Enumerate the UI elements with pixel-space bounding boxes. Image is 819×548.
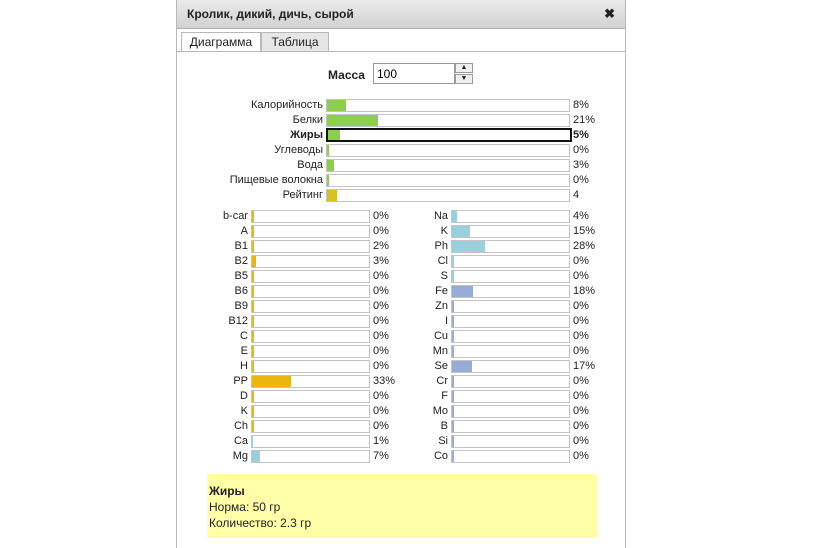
- row-value: 0%: [373, 360, 389, 372]
- row-label: K: [240, 405, 248, 417]
- row-value: 0%: [573, 300, 589, 312]
- row-label: B12: [228, 315, 248, 327]
- row-value: 0%: [373, 225, 389, 237]
- row-bar: [451, 450, 570, 463]
- row-label: Ph: [434, 240, 448, 252]
- row-bar-fill: [452, 391, 454, 402]
- row-bar: [251, 450, 370, 463]
- row-value: 0%: [573, 435, 589, 447]
- row-bar: [251, 240, 370, 253]
- row-bar-fill: [452, 271, 454, 282]
- row-value: 0%: [573, 270, 589, 282]
- row-value: 0%: [573, 144, 589, 156]
- row-bar-fill: [252, 376, 291, 387]
- row-bar-fill: [452, 286, 473, 297]
- row-value: 3%: [373, 255, 389, 267]
- row-bar-fill: [327, 145, 329, 156]
- row-value: 0%: [373, 330, 389, 342]
- row-bar-fill: [328, 130, 340, 140]
- row-value: 0%: [373, 345, 389, 357]
- title-bar: [177, 0, 625, 29]
- row-value: 21%: [573, 114, 596, 126]
- row-bar-fill: [252, 271, 254, 282]
- row-label: Ch: [233, 420, 248, 432]
- row-bar-fill: [252, 211, 254, 222]
- row-bar: [451, 330, 570, 343]
- row-label: H: [240, 360, 248, 372]
- row-bar: [451, 270, 570, 283]
- row-bar-fill: [252, 346, 254, 357]
- row-bar-fill: [327, 100, 346, 111]
- row-value: 0%: [373, 300, 389, 312]
- row-bar-fill: [452, 316, 454, 327]
- row-bar: [251, 435, 370, 448]
- row-label: Zn: [435, 300, 448, 312]
- row-bar-fill: [327, 115, 378, 126]
- row-bar: [326, 114, 570, 127]
- row-value: 33%: [373, 375, 396, 387]
- row-bar-fill: [252, 331, 254, 342]
- row-bar-fill: [252, 361, 254, 372]
- row-bar: [326, 128, 572, 142]
- row-bar-fill: [452, 436, 454, 447]
- row-bar: [251, 360, 370, 373]
- row-bar: [326, 99, 570, 112]
- row-value: 0%: [573, 390, 589, 402]
- row-bar-fill: [252, 421, 254, 432]
- row-bar-fill: [452, 451, 454, 462]
- row-bar: [251, 300, 370, 313]
- row-value: 28%: [573, 240, 596, 252]
- row-bar-fill: [327, 160, 334, 171]
- row-bar: [251, 255, 370, 268]
- row-label: PP: [233, 375, 248, 387]
- spin-up-icon[interactable]: ▲: [455, 63, 473, 73]
- row-label: B: [440, 420, 448, 432]
- row-bar-fill: [252, 226, 254, 237]
- row-value: 0%: [373, 210, 389, 222]
- row-bar: [451, 435, 570, 448]
- window-title: Кролик, дикий, дичь, сырой: [187, 7, 354, 21]
- row-bar-fill: [452, 346, 454, 357]
- row-bar: [326, 144, 570, 157]
- row-bar: [251, 315, 370, 328]
- row-value: 0%: [373, 315, 389, 327]
- row-bar: [451, 255, 570, 268]
- row-label: b-car: [222, 210, 248, 222]
- spin-down-icon[interactable]: ▼: [455, 74, 473, 84]
- row-bar-fill: [452, 331, 454, 342]
- row-label: F: [441, 390, 448, 402]
- row-label: Рейтинг: [282, 189, 323, 201]
- row-value: 1%: [373, 435, 389, 447]
- row-value: 15%: [573, 225, 596, 237]
- row-bar-fill: [452, 301, 454, 312]
- row-bar: [451, 285, 570, 298]
- row-value: 4%: [573, 210, 589, 222]
- row-value: 0%: [373, 270, 389, 282]
- row-bar: [326, 189, 570, 202]
- row-bar: [451, 375, 570, 388]
- row-value: 17%: [573, 360, 596, 372]
- row-value: 0%: [573, 375, 589, 387]
- row-bar-fill: [452, 241, 485, 252]
- row-label: S: [440, 270, 448, 282]
- nutrition-window: [176, 0, 626, 548]
- row-bar: [326, 174, 570, 187]
- row-label: C: [240, 330, 248, 342]
- row-value: 3%: [573, 159, 589, 171]
- row-label: Cl: [437, 255, 448, 267]
- row-label: I: [444, 315, 448, 327]
- row-bar: [251, 270, 370, 283]
- row-bar: [451, 360, 570, 373]
- row-bar-fill: [252, 451, 260, 462]
- row-label: Пищевые волокна: [229, 174, 323, 186]
- row-bar: [251, 225, 370, 238]
- row-label: Cu: [433, 330, 448, 342]
- row-value: 0%: [573, 450, 589, 462]
- row-value: 0%: [573, 405, 589, 417]
- row-bar-fill: [327, 175, 329, 186]
- row-label: B1: [234, 240, 248, 252]
- row-bar-fill: [327, 190, 337, 201]
- row-value: 0%: [373, 285, 389, 297]
- row-label: Mg: [232, 450, 248, 462]
- row-bar: [251, 420, 370, 433]
- row-bar: [451, 210, 570, 223]
- row-value: 0%: [573, 315, 589, 327]
- row-bar: [451, 315, 570, 328]
- mass-stepper: [373, 63, 455, 84]
- row-bar: [251, 345, 370, 358]
- tab-divider: [177, 51, 625, 52]
- row-bar-fill: [252, 301, 254, 312]
- row-value: 2%: [373, 240, 389, 252]
- row-label: Co: [433, 450, 448, 462]
- row-bar-fill: [452, 226, 470, 237]
- row-label: Se: [434, 360, 448, 372]
- row-value: 0%: [573, 345, 589, 357]
- row-value: 7%: [373, 450, 389, 462]
- row-bar: [251, 405, 370, 418]
- row-bar: [251, 390, 370, 403]
- row-label: D: [240, 390, 248, 402]
- row-label: B6: [234, 285, 248, 297]
- info-quantity: Количество: 2.3 гр: [209, 516, 312, 530]
- row-bar: [451, 300, 570, 313]
- row-bar-fill: [452, 211, 457, 222]
- row-bar: [251, 285, 370, 298]
- row-label: B9: [234, 300, 248, 312]
- row-label: K: [440, 225, 448, 237]
- row-bar: [451, 225, 570, 238]
- row-bar-fill: [452, 406, 454, 417]
- row-value: 4: [573, 189, 580, 201]
- tab-table[interactable]: Таблица: [261, 32, 329, 52]
- row-bar-fill: [452, 376, 454, 387]
- row-value: 0%: [573, 420, 589, 432]
- row-label: Na: [433, 210, 448, 222]
- row-label: Углеводы: [274, 144, 323, 156]
- row-value: 0%: [373, 420, 389, 432]
- row-bar-fill: [252, 316, 254, 327]
- row-label: Вода: [297, 159, 323, 171]
- row-bar: [251, 330, 370, 343]
- info-panel: [207, 474, 597, 538]
- tab-diagram[interactable]: Диаграмма: [181, 32, 261, 52]
- row-bar-fill: [452, 361, 472, 372]
- row-label: Mo: [432, 405, 448, 417]
- row-label: Калорийность: [250, 99, 323, 111]
- row-bar: [251, 210, 370, 223]
- row-label: Fe: [435, 285, 448, 297]
- row-bar: [451, 390, 570, 403]
- info-norm: Норма: 50 гр: [209, 500, 281, 514]
- row-bar: [451, 405, 570, 418]
- row-bar-fill: [252, 406, 254, 417]
- row-bar: [451, 345, 570, 358]
- row-label: Белки: [292, 114, 323, 126]
- row-label: B2: [234, 255, 248, 267]
- row-value: 0%: [373, 390, 389, 402]
- row-bar-fill: [252, 286, 254, 297]
- close-icon[interactable]: ✖: [604, 6, 615, 21]
- row-bar: [326, 159, 570, 172]
- row-label: Mn: [432, 345, 448, 357]
- row-value: 0%: [573, 330, 589, 342]
- row-value: 0%: [373, 405, 389, 417]
- row-bar-fill: [452, 421, 454, 432]
- row-label: Si: [438, 435, 448, 447]
- row-value: 8%: [573, 99, 589, 111]
- row-value: 5%: [573, 129, 589, 141]
- row-label: Жиры: [290, 129, 323, 141]
- row-label: A: [240, 225, 248, 237]
- row-bar: [451, 240, 570, 253]
- row-bar: [451, 420, 570, 433]
- mass-input[interactable]: [377, 66, 451, 81]
- row-label: Ca: [233, 435, 248, 447]
- row-bar: [251, 375, 370, 388]
- row-bar-fill: [252, 436, 253, 447]
- row-value: 0%: [573, 174, 589, 186]
- row-label: B5: [234, 270, 248, 282]
- row-value: 18%: [573, 285, 596, 297]
- row-value: 0%: [573, 255, 589, 267]
- row-bar-fill: [252, 241, 254, 252]
- row-bar-fill: [452, 256, 454, 267]
- info-title: Жиры: [209, 484, 245, 498]
- row-label: E: [240, 345, 248, 357]
- mass-label: Масса: [328, 68, 365, 82]
- row-bar-fill: [252, 256, 256, 267]
- row-bar-fill: [252, 391, 254, 402]
- row-label: Cr: [436, 375, 448, 387]
